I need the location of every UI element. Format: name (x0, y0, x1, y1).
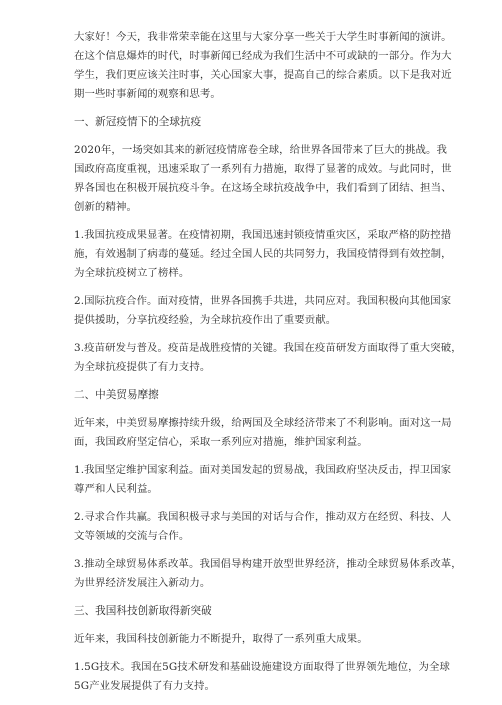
text-line: 在这个信息爆炸的时代，时事新闻已经成为我们生活中不可或缺的一部分。作为大 (74, 50, 452, 62)
text-line: 文等领域的交流与合作。 (74, 530, 190, 542)
text-line: 3.推动全球贸易体系改革。我国倡导构建开放型世界经济，推动全球贸易体系改革， (74, 558, 462, 570)
document-body (74, 28, 462, 705)
text-line: 1.5G技术。我国在5G技术研发和基础设施建设方面取得了世界领先地位，为全球 (74, 661, 451, 673)
text-line: 近年来，中美贸易摩擦持续升级，给两国及全球经济带来了不利影响。面对这一局 (74, 417, 452, 429)
section3-point-1 (74, 658, 451, 696)
text-line: 1.我国抗疫成果显著。在疫情初期，我国迅速封锁疫情重灾区，采取严格的防控措 (74, 229, 452, 241)
section2-point-1 (74, 461, 452, 499)
intro-paragraph (74, 28, 452, 104)
section1-point-3 (74, 339, 462, 377)
section-heading-2: 二、中美贸易摩擦 (74, 389, 159, 401)
text-line: 5G产业发展提供了有力支持。 (74, 680, 215, 692)
text-line: 国政府高度重视，迅速采取了一系列有力措施，取得了显著的成效。与此同时，世 (74, 163, 452, 175)
text-line: 学生，我们更应该关注时事，关心国家大事，提高自己的综合素质。以下是我对近 (74, 69, 452, 81)
text-line: 提供援助，分享抗疫经验，为全球抗疫作出了重要贡献。 (74, 314, 337, 326)
section-heading-1: 一、新冠疫情下的全球抗疫 (74, 116, 202, 128)
text-line: 为全球抗疫树立了榜样。 (74, 267, 190, 279)
section2-point-2 (74, 508, 452, 546)
section1-point-1 (74, 226, 452, 283)
text-line: 面，我国政府坚定信心，采取一系列应对措施，维护国家利益。 (74, 436, 368, 448)
text-line: 2.寻求合作共赢。我国积极寻求与美国的对话与合作，推动双方在经贸、科技、人 (74, 511, 452, 523)
text-line: 尊严和人民利益。 (74, 483, 158, 495)
section1-intro-paragraph (74, 141, 452, 217)
section1-point-2 (74, 292, 452, 330)
text-line: 创新的精神。 (74, 201, 137, 213)
text-line: 2020年，一场突如其来的新冠疫情席卷全球，给世界各国带来了巨大的挑战。我 (74, 144, 448, 156)
section3-intro-paragraph (74, 630, 434, 649)
text-line: 2.国际抗疫合作。面对疫情，世界各国携手共进，共同应对。我国积极向其他国家 (74, 295, 452, 307)
text-line: 1.我国坚定维护国家利益。面对美国发起的贸易战，我国政府坚决反击，捍卫国家 (74, 464, 452, 476)
text-line: 施，有效遏制了病毒的蔓延。经过全国人民的共同努力，我国疫情得到有效控制， (74, 248, 452, 260)
text-line: 3.疫苗研发与普及。疫苗是战胜疫情的关键。我国在疫苗研发方面取得了重大突破， (74, 342, 462, 354)
text-line: 期一些时事新闻的观察和思考。 (74, 88, 221, 100)
text-line: 大家好！今天，我非常荣幸能在这里与大家分享一些关于大学生时事新闻的演讲。 (74, 31, 452, 43)
text-line: 为全球抗疫提供了有力支持。 (74, 361, 211, 373)
section2-intro-paragraph (74, 414, 452, 452)
text-line: 为世界经济发展注入新动力。 (74, 577, 211, 589)
text-line: 近年来，我国科技创新能力不断提升，取得了一系列重大成果。 (74, 633, 368, 645)
section-heading-3: 三、我国科技创新取得新突破 (74, 605, 212, 617)
section2-point-3 (74, 555, 462, 593)
text-line: 界各国也在积极开展抗疫斗争。在这场全球抗疫战争中，我们看到了团结、担当、 (74, 182, 452, 194)
